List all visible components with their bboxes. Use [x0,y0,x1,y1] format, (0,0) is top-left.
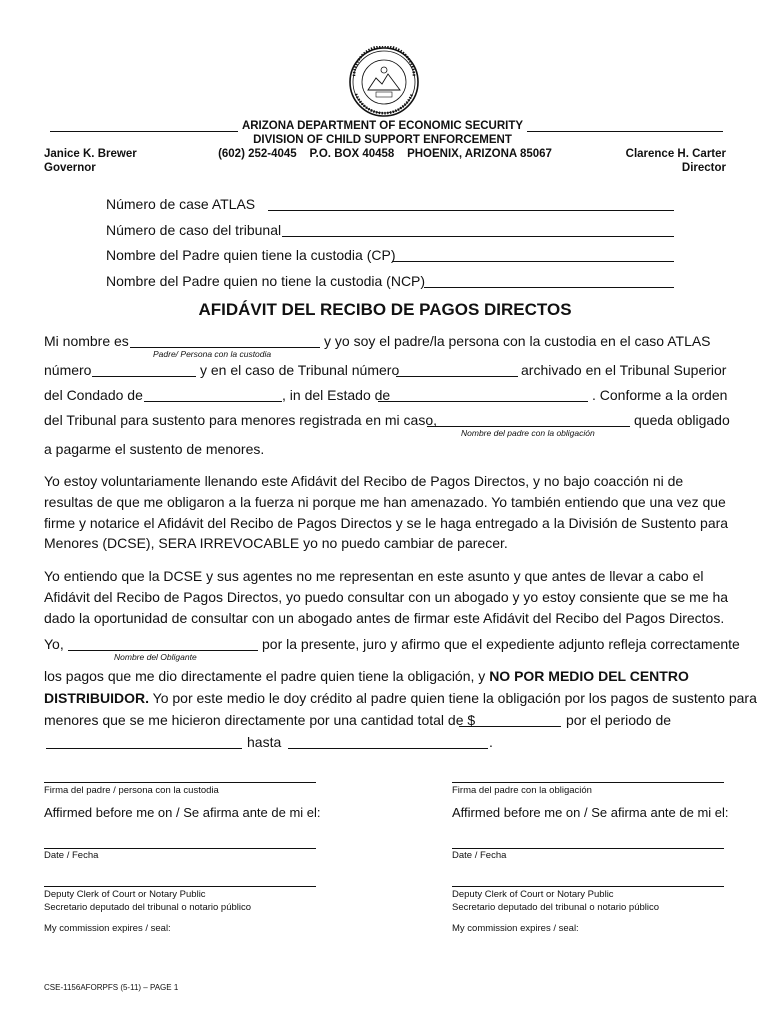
direct-payments-part: los pagos que me dio directamente el padre quien tiene la obligación, y [44,668,486,684]
my-name-label: Mi nombre es [44,333,129,349]
cp-name-label: Nombre del Padre quien tiene la custodia (CP) [106,247,396,263]
state-seal-icon [348,46,420,118]
not-through-center-text: NO POR MEDIO DEL CENTRO [489,668,689,684]
period-end-field[interactable] [288,748,488,749]
atlas-case-label: Número de case ATLAS [106,196,256,212]
affirmed-left-text: Affirmed before me on / Se afirma ante de mi el: [44,805,321,820]
commission-right-text: My commission expires / seal: [452,923,579,934]
date-left-field[interactable] [44,848,316,849]
date-left-label: Date / Fecha [44,850,99,861]
document-title: AFIDÁVIT DEL RECIBO DE PAGOS DIRECTOS [198,300,572,319]
director-name: Clarence H. Carter [625,148,726,160]
director-title: Director [681,162,726,174]
period-start-field[interactable] [46,748,242,749]
governor-name: Janice K. Brewer [44,148,137,160]
obligor-signature-field[interactable] [452,782,724,783]
state-label: , in del Estado de [282,387,391,403]
contact-info: (602) 252-4045 P.O. BOX 40458 PHOENIX, ARIZONA 85067 [218,148,552,160]
tribunal-number-label: y en el caso de Tribunal número [200,362,400,378]
notary-left-field[interactable] [44,886,316,887]
atlas-number-field[interactable] [92,376,196,377]
support-order-text: del Tribunal para sustento para menores registrada en mi caso, [44,412,437,428]
until-text: hasta [247,734,282,750]
custodial-parent-caption: Padre/ Persona con la custodia [153,349,272,359]
yo-label: Yo, [44,636,64,652]
pay-support-text: a pagarme el sustento de menores. [44,441,265,457]
number-label: número [44,362,92,378]
period-end-dot: . [489,734,493,750]
obligated-text: queda obligado [634,412,730,428]
credit-text: Yo por este medio le doy crédito al padre quien tiene la obligación por los pagos de sustento para [152,690,757,706]
date-right-label: Date / Fecha [452,850,507,861]
clerk-left-en: Deputy Clerk of Court or Notary Public [44,889,206,900]
obligee-caption: Nombre del Obligante [114,652,197,662]
ncp-name-label: Nombre del Padre quien no tiene la custodia (NCP) [106,273,426,289]
custodial-signature-label: Firma del padre / persona con la custodia [44,785,219,796]
state-field[interactable] [378,401,588,402]
obligor-name-field[interactable] [427,426,630,427]
header-rule-right [527,131,723,132]
obligor-caption: Nombre del padre con la obligación [461,428,595,438]
dcse-paragraph: Yo entiendo que la DCSE y sus agentes no me representan en este asunto y que antes de llevar a cabo el Afidávit del Recibo de Pagos Directos, yo puedo consultar con un abogado y yo estoy consiente que se me ha dado la oportunidad de consultar con un abogado antes de firmar este Afidávit del Recibo del Pagos Directos. [44,568,729,626]
period-text: por el periodo de [566,712,672,728]
order-text: . Conforme a la orden [592,387,728,403]
tribunal-number-field[interactable] [396,376,518,377]
department-name: ARIZONA DEPARTMENT OF ECONOMIC SECURITY [241,120,524,132]
county-field[interactable] [144,401,282,402]
distributor-line [44,690,757,706]
sworn-text: por la presente, juro y afirmo que el expediente adjunto refleja correctamente [262,636,740,652]
notary-right-field[interactable] [452,886,724,887]
total-amount-field[interactable] [459,726,561,727]
ncp-name-field[interactable] [424,287,674,288]
custodial-signature-field[interactable] [44,782,316,783]
my-name-field[interactable] [130,347,320,348]
direct-payments-text [44,668,689,684]
total-amount-text: menores que se me hicieron directamente por una cantidad total de $ [44,712,476,728]
clerk-left-es: Secretario deputado del tribunal o notario público [44,902,252,913]
governor-title: Governor [44,162,96,174]
atlas-case-field[interactable] [268,210,674,211]
affirmed-right-text: Affirmed before me on / Se afirma ante de mi el: [452,805,729,820]
obligee-name-field[interactable] [68,650,258,651]
superior-court-text: archivado en el Tribunal Superior [521,362,727,378]
clerk-right-en: Deputy Clerk of Court or Notary Public [452,889,614,900]
obligor-signature-label: Firma del padre con la obligación [452,785,592,796]
distributor-text: DISTRIBUIDOR. [44,690,149,706]
county-label: del Condado de [44,387,143,403]
court-case-label: Número de caso del tribunal [106,222,282,238]
division-name: DIVISION OF CHILD SUPPORT ENFORCEMENT [253,134,512,146]
header-rule-left [50,131,238,132]
voluntary-paragraph: Yo estoy voluntariamente llenando este Afidávit del Recibo de Pagos Directos, y no bajo coacción ni de resultas de que me obligaron a la fuerza ni porque me han amenazado. Yo también entiendo que una vez que firme y notarice el Afidávit del Recibo de Pagos Directos y se le haga entregado a la División de Sustento para Menores (DCSE), SERA IRREVOCABLE yo no puedo cambiar de parecer. [44,473,729,552]
clerk-right-es: Secretario deputado del tribunal o notario público [452,902,660,913]
court-case-field[interactable] [282,236,674,237]
cp-name-field[interactable] [392,261,674,262]
atlas-case-text: y yo soy el padre/la persona con la custodia en el caso ATLAS [324,333,711,349]
date-right-field[interactable] [452,848,724,849]
commission-left-text: My commission expires / seal: [44,923,171,934]
form-number-footer: CSE-1156AFORPFS (5-11) – PAGE 1 [44,983,179,992]
